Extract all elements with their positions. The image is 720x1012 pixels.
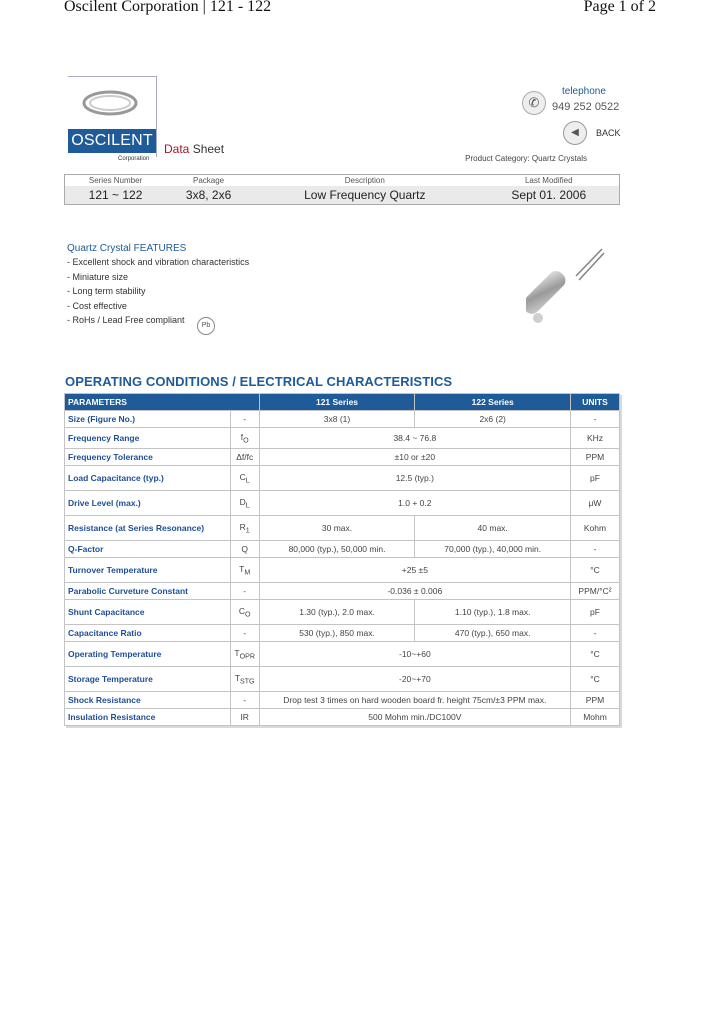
value-shared: 12.5 (typ.): [259, 466, 570, 491]
param-name: Insulation Resistance: [65, 709, 231, 726]
data-sheet-title: [164, 142, 224, 156]
param-name: Storage Temperature: [65, 667, 231, 692]
value-shared: 38.4 ~ 76.8: [259, 428, 570, 449]
features-list: [67, 257, 249, 330]
feature-item: - RoHs / Lead Free compliant: [67, 315, 185, 326]
value-122: 70,000 (typ.), 40,000 min.: [415, 541, 571, 558]
value-shared: -10~+60: [259, 642, 570, 667]
table-row: [65, 583, 620, 600]
param-name: Frequency Tolerance: [65, 449, 231, 466]
data-sheet-title-red: Data: [164, 142, 190, 156]
symbol-sub: O: [245, 610, 251, 619]
info-value-description: Low Frequency Quartz: [251, 186, 478, 205]
info-value-package: 3x8, 2x6: [166, 186, 251, 205]
param-symbol: [230, 642, 259, 667]
value-shared: Drop test 3 times on hard wooden board fr. height 75cm/±3 PPM max.: [259, 692, 570, 709]
symbol-sub: L: [245, 476, 250, 485]
param-symbol: -: [230, 625, 259, 642]
param-name: Q-Factor: [65, 541, 231, 558]
document-header-title: Oscilent Corporation | 121 - 122: [64, 0, 272, 15]
param-unit: °C: [571, 558, 620, 583]
value-121: 30 max.: [259, 516, 415, 541]
symbol-main: D: [239, 496, 246, 507]
value-shared: +25 ±5: [259, 558, 570, 583]
table-row: [65, 600, 620, 625]
header-parameters: PARAMETERS: [65, 394, 260, 411]
table-row: [65, 516, 620, 541]
info-header-series: Series Number: [65, 175, 167, 187]
back-arrow-icon[interactable]: ◀: [563, 121, 587, 145]
param-symbol: [230, 667, 259, 692]
table-row: [65, 558, 620, 583]
table-row: [65, 642, 620, 667]
table-row: [65, 428, 620, 449]
company-logo[interactable]: [68, 76, 157, 157]
info-header-package: Package: [166, 175, 251, 187]
param-name: Operating Temperature: [65, 642, 231, 667]
param-unit: KHz: [571, 428, 620, 449]
symbol-sub: M: [244, 568, 251, 577]
param-unit: μW: [571, 491, 620, 516]
value-shared: ±10 or ±20: [259, 449, 570, 466]
param-name: Capacitance Ratio: [65, 625, 231, 642]
table-row: [65, 541, 620, 558]
symbol-main: C: [239, 471, 246, 482]
value-shared: 1.0 + 0.2: [259, 491, 570, 516]
data-sheet-title-rest: Sheet: [192, 142, 225, 156]
param-symbol: [230, 491, 259, 516]
param-unit: Kohm: [571, 516, 620, 541]
telephone-label: telephone: [562, 86, 606, 97]
param-unit: PPM/°C²: [571, 583, 620, 600]
product-category: Product Category: Quartz Crystals: [465, 154, 587, 163]
value-121: 1.30 (typ.), 2.0 max.: [259, 600, 415, 625]
param-unit: -: [571, 541, 620, 558]
param-symbol: [230, 558, 259, 583]
feature-item: - Long term stability: [67, 286, 146, 297]
param-symbol: [230, 466, 259, 491]
table-row: [65, 491, 620, 516]
feature-item: - Cost effective: [67, 300, 127, 311]
param-symbol: IR: [230, 709, 259, 726]
section-title: OPERATING CONDITIONS / ELECTRICAL CHARACTERISTICS: [65, 374, 453, 389]
symbol-main: T: [234, 647, 240, 658]
value-shared: 500 Mohm min./DC100V: [259, 709, 570, 726]
param-name: Load Capacitance (typ.): [65, 466, 231, 491]
header-121-series: 121 Series: [259, 394, 415, 411]
table-row: [65, 709, 620, 726]
back-link[interactable]: BACK: [596, 128, 621, 138]
value-shared: -20~+70: [259, 667, 570, 692]
param-symbol: [230, 428, 259, 449]
param-name: Frequency Range: [65, 428, 231, 449]
param-name: Resistance (at Series Resonance): [65, 516, 231, 541]
param-name: Drive Level (max.): [65, 491, 231, 516]
param-unit: °C: [571, 642, 620, 667]
value-121: 80,000 (typ.), 50,000 min.: [259, 541, 415, 558]
series-info-table: [64, 174, 620, 205]
table-row: [65, 466, 620, 491]
symbol-sub: O: [243, 436, 249, 445]
telephone-number[interactable]: 949 252 0522: [552, 101, 620, 113]
param-symbol: -: [230, 411, 259, 428]
param-symbol: -: [230, 692, 259, 709]
page-indicator: Page 1 of 2: [583, 0, 656, 15]
value-shared: -0.036 ± 0.006: [259, 583, 570, 600]
value-122: 40 max.: [415, 516, 571, 541]
info-header-modified: Last Modified: [479, 175, 620, 187]
symbol-main: f: [240, 431, 244, 442]
logo-ring-icon: [82, 89, 138, 117]
param-unit: PPM: [571, 692, 620, 709]
feature-item: - Excellent shock and vibration characteristics: [67, 257, 250, 267]
symbol-main: T: [234, 672, 241, 683]
value-121: 530 (typ.), 850 max.: [259, 625, 415, 642]
table-row: [65, 411, 620, 428]
param-unit: pF: [571, 600, 620, 625]
value-122: 2x6 (2): [415, 411, 571, 428]
header-122-series: 122 Series: [415, 394, 571, 411]
info-header-description: Description: [251, 175, 478, 187]
param-name: Shock Resistance: [65, 692, 231, 709]
symbol-sub: OPR: [239, 652, 255, 661]
param-unit: -: [571, 625, 620, 642]
table-row: [65, 449, 620, 466]
value-121: 3x8 (1): [259, 411, 415, 428]
param-symbol: Δf/fc: [230, 449, 259, 466]
param-unit: °C: [571, 667, 620, 692]
param-symbol: [230, 516, 259, 541]
param-symbol: [230, 600, 259, 625]
table-row: [65, 625, 620, 642]
param-symbol: -: [230, 583, 259, 600]
table-row: [65, 667, 620, 692]
crystal-product-image: [526, 246, 606, 328]
symbol-main: R: [239, 521, 246, 532]
param-unit: -: [571, 411, 620, 428]
param-name: Parabolic Curveture Constant: [65, 583, 231, 600]
param-name: Turnover Temperature: [65, 558, 231, 583]
param-unit: Mohm: [571, 709, 620, 726]
logo-brand-text: OSCILENT: [68, 129, 156, 153]
symbol-sub: 1: [245, 526, 250, 535]
logo-corporation-text: Corporation: [118, 156, 150, 162]
symbol-main: C: [238, 605, 245, 616]
info-value-modified: Sept 01. 2006: [479, 186, 620, 205]
info-value-series: 121 ~ 122: [65, 186, 167, 205]
param-unit: PPM: [571, 449, 620, 466]
lead-free-icon: Pb: [197, 317, 215, 335]
symbol-sub: STG: [240, 677, 255, 686]
feature-item: - Miniature size: [67, 271, 129, 282]
table-row: [65, 692, 620, 709]
symbol-sub: L: [245, 501, 250, 510]
electrical-characteristics-table: [64, 393, 620, 726]
symbol-main: T: [239, 563, 245, 574]
param-symbol: Q: [230, 541, 259, 558]
param-name: Size (Figure No.): [65, 411, 231, 428]
param-unit: pF: [571, 466, 620, 491]
value-122: 1.10 (typ.), 1.8 max.: [415, 600, 571, 625]
value-122: 470 (typ.), 650 max.: [415, 625, 571, 642]
param-name: Shunt Capacitance: [65, 600, 231, 625]
phone-icon[interactable]: ✆: [522, 91, 546, 115]
header-units: UNITS: [571, 394, 620, 411]
features-title: Quartz Crystal FEATURES: [67, 243, 187, 254]
